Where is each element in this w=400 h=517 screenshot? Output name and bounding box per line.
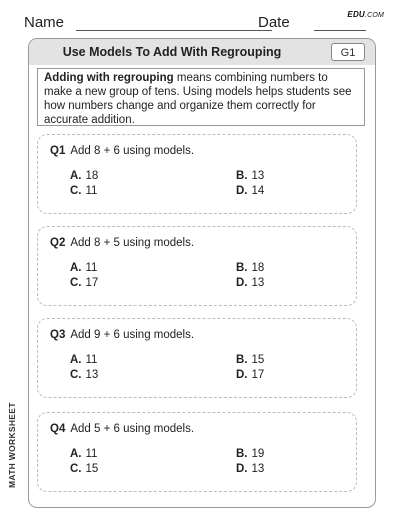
question-number: Q1 <box>50 145 66 157</box>
option-b[interactable]: B. 18 <box>236 262 265 274</box>
question-card <box>37 134 357 214</box>
question-number: Q2 <box>50 237 66 249</box>
intro-text <box>37 68 365 126</box>
option-b[interactable]: B. 13 <box>236 170 265 182</box>
title-bar <box>29 39 375 65</box>
option-c[interactable]: C. 17 <box>70 277 99 289</box>
question-text <box>50 329 194 341</box>
option-a[interactable]: A. 11 <box>70 354 98 366</box>
option-a[interactable]: A. 11 <box>70 448 98 460</box>
option-c[interactable]: C. 11 <box>70 185 98 197</box>
name-label: Name <box>24 14 65 31</box>
question-prompt: Add 5 + 6 using models. <box>70 423 195 435</box>
name-field[interactable] <box>76 30 272 31</box>
intro-rest: means combining numbers to make a new group of tens. Using models helps students see how numbers change and organize them correctly for accurate addition. <box>44 72 352 126</box>
option-d[interactable]: D. 17 <box>236 369 265 381</box>
question-card <box>37 412 357 492</box>
intro-bold: Adding with regrouping <box>44 72 174 84</box>
worksheet-title: Use Models To Add With Regrouping <box>62 45 282 59</box>
worksheet-header <box>24 10 386 32</box>
option-c[interactable]: C. 15 <box>70 463 99 475</box>
question-prompt: Add 9 + 6 using models. <box>70 329 195 341</box>
option-d[interactable]: D. 14 <box>236 185 265 197</box>
question-text <box>50 237 194 249</box>
question-prompt: Add 8 + 5 using models. <box>70 237 195 249</box>
brand-logo: EDU.COM <box>347 10 384 19</box>
option-c[interactable]: C. 13 <box>70 369 99 381</box>
option-a[interactable]: A. 11 <box>70 262 98 274</box>
date-field[interactable] <box>314 30 366 31</box>
question-number: Q3 <box>50 329 66 341</box>
question-card <box>37 226 357 306</box>
option-b[interactable]: B. 15 <box>236 354 265 366</box>
date-label: Date <box>258 14 290 31</box>
side-label: MATH WORKSHEET <box>7 402 17 488</box>
worksheet-frame <box>28 38 376 508</box>
question-text <box>50 145 194 157</box>
option-d[interactable]: D. 13 <box>236 277 265 289</box>
option-d[interactable]: D. 13 <box>236 463 265 475</box>
question-number: Q4 <box>50 423 66 435</box>
question-prompt: Add 8 + 6 using models. <box>70 145 195 157</box>
option-b[interactable]: B. 19 <box>236 448 265 460</box>
question-text <box>50 423 194 435</box>
question-card <box>37 318 357 398</box>
grade-badge: G1 <box>331 43 365 61</box>
option-a[interactable]: A. 18 <box>70 170 99 182</box>
